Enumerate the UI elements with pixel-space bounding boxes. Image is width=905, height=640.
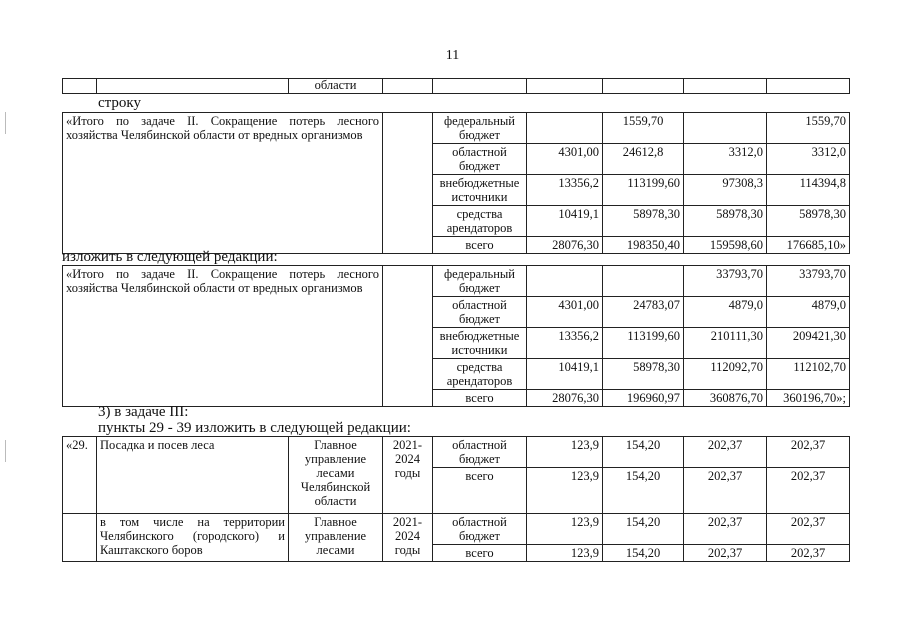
item-number [63, 514, 97, 562]
value-cell: 58978,30 [767, 206, 850, 237]
value-cell: 10419,1 [527, 206, 603, 237]
scan-margin-mark [5, 112, 6, 134]
value-cell: 196960,97 [603, 390, 684, 407]
value-cell: 209421,30 [767, 328, 850, 359]
value-cell: 114394,8 [767, 175, 850, 206]
cell [433, 79, 527, 94]
value-cell: 33793,70 [684, 266, 767, 297]
value-cell: 202,37 [767, 545, 850, 562]
source-cell: федеральный бюджет [433, 266, 527, 297]
value-cell: 4879,0 [767, 297, 850, 328]
source-cell: средства арендаторов [433, 206, 527, 237]
source-cell: областной бюджет [433, 514, 527, 545]
value-cell: 13356,2 [527, 328, 603, 359]
item-number: «29. [63, 437, 97, 514]
old-block-title: «Итого по задаче II. Сокращение потерь лесного хозяйства Челябинской области от вредных организмов [63, 113, 383, 254]
value-cell: 4301,00 [527, 297, 603, 328]
value-cell: 198350,40 [603, 237, 684, 254]
value-cell: 202,37 [684, 437, 767, 468]
cell [527, 79, 603, 94]
source-cell: внебюджетные источники [433, 175, 527, 206]
new-block-title: «Итого по задаче II. Сокращение потерь лесного хозяйства Челябинской области от вредных организмов [63, 266, 383, 407]
cell [383, 79, 433, 94]
source-cell: областной бюджет [433, 144, 527, 175]
value-cell: 1559,70 [767, 113, 850, 144]
value-cell: 28076,30 [527, 237, 603, 254]
value-cell: 4301,00 [527, 144, 603, 175]
source-cell: всего [433, 468, 527, 514]
value-cell: 123,9 [527, 468, 603, 514]
source-cell: средства арендаторов [433, 359, 527, 390]
value-cell: 97308,3 [684, 175, 767, 206]
item-name: Посадка и посев леса [97, 437, 289, 514]
item-period: 2021-2024 годы [383, 437, 433, 514]
item-executor: Главное управление лесами Челябинской области [289, 437, 383, 514]
value-cell: 33793,70 [767, 266, 850, 297]
source-cell: всего [433, 390, 527, 407]
source-cell: всего [433, 237, 527, 254]
top-partial-table [62, 78, 850, 94]
cell-region: области [289, 79, 383, 94]
value-cell: 4879,0 [684, 297, 767, 328]
value-cell: 154,20 [603, 545, 684, 562]
value-cell: 154,20 [603, 468, 684, 514]
value-cell: 1559,70 [603, 113, 684, 144]
value-cell: 210111,30 [684, 328, 767, 359]
source-cell: всего [433, 545, 527, 562]
value-cell: 159598,60 [684, 237, 767, 254]
item-name: в том числе на территории Челябинского (городского) и Каштакского боров [97, 514, 289, 562]
cell [383, 113, 433, 254]
old-totals-table [62, 112, 850, 254]
value-cell: 202,37 [767, 437, 850, 468]
value-cell: 154,20 [603, 514, 684, 545]
cell [767, 79, 850, 94]
source-cell: федеральный бюджет [433, 113, 527, 144]
value-cell: 113199,60 [603, 175, 684, 206]
item-executor: Главное управление лесами [289, 514, 383, 562]
value-cell: 24612,8 [603, 144, 684, 175]
source-cell: областной бюджет [433, 297, 527, 328]
cell [603, 79, 684, 94]
label-task3: 3) в задаче III: [98, 404, 189, 420]
value-cell: 202,37 [767, 514, 850, 545]
value-cell: 3312,0 [684, 144, 767, 175]
value-cell: 202,37 [684, 514, 767, 545]
value-cell: 123,9 [527, 545, 603, 562]
source-cell: внебюджетные источники [433, 328, 527, 359]
item-period: 2021-2024 годы [383, 514, 433, 562]
page-number: 11 [445, 48, 460, 63]
value-cell: 202,37 [684, 468, 767, 514]
value-cell: 123,9 [527, 437, 603, 468]
value-cell [603, 266, 684, 297]
value-cell: 13356,2 [527, 175, 603, 206]
new-totals-table [62, 265, 850, 407]
value-cell: 112102,70 [767, 359, 850, 390]
cell [97, 79, 289, 94]
value-cell: 3312,0 [767, 144, 850, 175]
label-points: пункты 29 - 39 изложить в следующей редакции: [98, 420, 411, 436]
value-cell: 113199,60 [603, 328, 684, 359]
label-stroku: строку [98, 95, 141, 111]
cell [63, 79, 97, 94]
value-cell: 123,9 [527, 514, 603, 545]
value-cell: 360196,70»; [767, 390, 850, 407]
source-cell: областной бюджет [433, 437, 527, 468]
value-cell: 10419,1 [527, 359, 603, 390]
value-cell: 58978,30 [603, 206, 684, 237]
value-cell: 24783,07 [603, 297, 684, 328]
value-cell: 112092,70 [684, 359, 767, 390]
value-cell: 176685,10» [767, 237, 850, 254]
value-cell: 360876,70 [684, 390, 767, 407]
value-cell: 154,20 [603, 437, 684, 468]
value-cell: 58978,30 [684, 206, 767, 237]
cell [383, 266, 433, 407]
value-cell: 58978,30 [603, 359, 684, 390]
value-cell: 202,37 [767, 468, 850, 514]
cell [684, 79, 767, 94]
task3-table [62, 436, 850, 562]
value-cell [527, 266, 603, 297]
label-new-edition: изложить в следующей редакции: [62, 249, 278, 265]
value-cell [684, 113, 767, 144]
value-cell: 202,37 [684, 545, 767, 562]
value-cell: 28076,30 [527, 390, 603, 407]
scan-margin-mark [5, 440, 6, 462]
value-cell [527, 113, 603, 144]
